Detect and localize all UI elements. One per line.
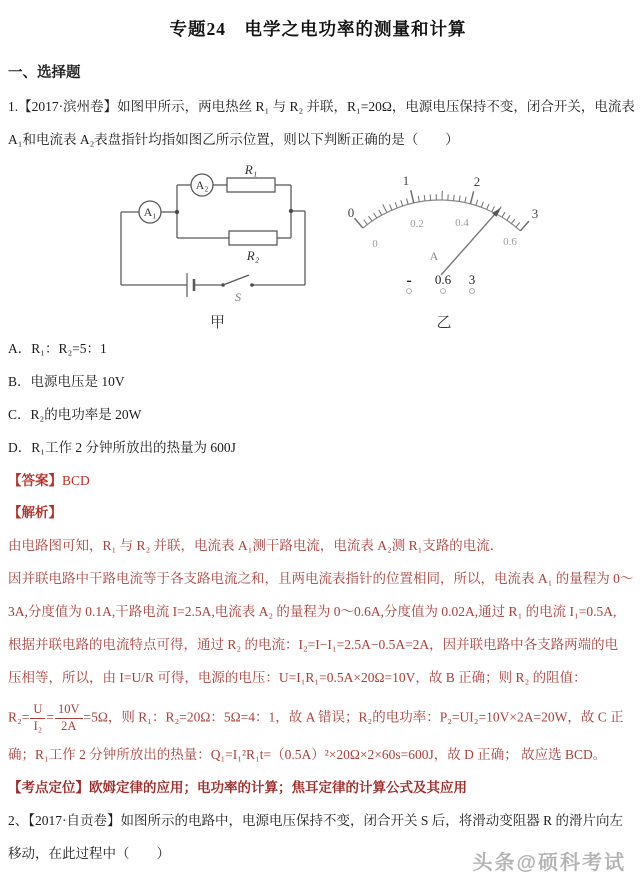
- fraction-u-over-i2: $\frac{U}{\text{I₂}}$: [30, 703, 45, 734]
- analysis-line-last: 确；R₁工作 2 分钟所放出的热量：Q₁=I₁²R₁t=（0.5A）²×20Ω×2×60s=600J，故 D 正确； 故应选 BCD。: [8, 747, 607, 763]
- terminal-3-label: 3: [468, 271, 476, 287]
- option-d: D．R₁工作 2 分钟所放出的热量为 600J: [8, 439, 236, 455]
- answer-line: [8, 473, 640, 489]
- answer-label: 【答案】: [8, 472, 62, 488]
- figure-jia-caption: 甲: [209, 314, 225, 331]
- kaodian-line: [8, 780, 640, 796]
- formula-equals: =: [46, 709, 54, 725]
- terminal-06-label: 0.6: [434, 271, 452, 287]
- option-a: A．R₁：R₂=5：1: [8, 340, 107, 356]
- page-title: 专题24 电学之电功率的测量和计算: [169, 19, 467, 39]
- question1-stem-line1: 1.【2017·滨州卷】如图甲所示，两电热丝 R₁ 与 R₂ 并联，R₁=20Ω，电源电压保持不变，闭合开关，电流表: [8, 99, 635, 114]
- analysis-line-1: 由电路图可知，R₁ 与 R₂ 并联，电流表 A₁测干路电流，电流表 A₂测 R₁支路的电流．: [8, 538, 504, 554]
- analysis-line-4: 根据并联电路的电流特点可得，通过 R₂ 的电流：I₂=I−I₁=2.5A−0.5A=2A，因并联电路中各支路两端的电: [8, 637, 619, 653]
- inner-tick-04: 0.4: [455, 216, 469, 229]
- meter-unit-label: A: [429, 248, 439, 263]
- outer-tick-0: 0: [347, 204, 355, 220]
- question2-stem-line1: 2、【2017·自贡卷】如图所示的电路中，电源电压保持不变，闭合开关 S 后，将滑动变阻器 R 的滑片向左: [8, 813, 624, 829]
- question1-figures: [8, 164, 640, 331]
- inner-tick-0: 0: [372, 237, 378, 250]
- inner-tick-02: 0.2: [410, 217, 424, 230]
- circuit-figure: [105, 165, 330, 332]
- question2-stem-line2: 移动，在此过程中（ ）: [8, 846, 170, 862]
- fraction-10v-over-2a: $\frac{10V}{2A}$: [55, 703, 83, 734]
- analysis-formula-line: [8, 703, 640, 734]
- terminal-minus-label: -: [406, 271, 412, 289]
- kaodian-label: 【考点定位】: [8, 780, 89, 796]
- toutiao-watermark: 头条@硕科考试: [472, 852, 626, 874]
- question1-stem-line2: A₁和电流表 A₂表盘指针均指如图乙所示位置，则以下判断正确的是（ ）: [8, 131, 459, 147]
- inner-tick-06: 0.6: [503, 235, 517, 248]
- resistor1-label: R₁: [244, 164, 258, 177]
- section-heading: 一、选择题: [8, 65, 81, 81]
- formula-rest: =5Ω，则 R₁：R₂=20Ω：5Ω=4：1，故 A 错误；R₂的电功率：P₂=UI₂=10V×2A=20W，故 C 正: [83, 709, 624, 725]
- outer-tick-3: 3: [531, 205, 539, 221]
- analysis-label: 【解析】: [8, 505, 62, 521]
- option-b: B．电源电压是 10V: [8, 373, 125, 389]
- outer-tick-1: 1: [402, 172, 410, 188]
- answer-value: BCD: [62, 472, 90, 488]
- switch-label: S: [235, 289, 241, 304]
- formula-lhs: R₂=: [8, 709, 30, 725]
- resistor2-label: R₂: [246, 247, 260, 263]
- ammeter-figure: [338, 165, 550, 332]
- outer-tick-2: 2: [473, 173, 481, 189]
- kaodian-text: 欧姆定律的应用；电功率的计算；焦耳定律的计算公式及其应用: [89, 780, 467, 796]
- figure-yi-caption: 乙: [436, 314, 452, 331]
- ammeter-dial-svg: [338, 165, 550, 305]
- analysis-line-5: 压相等，所以，由 I=U/R 可得，电源的电压：U=I₁R₁=0.5A×20Ω=10V，故 B 正确；则 R₂ 的阻值：: [8, 670, 587, 686]
- circuit-diagram-svg: [105, 165, 330, 305]
- ammeter1-label: A₁: [143, 204, 157, 219]
- option-c: C．R₂的电功率是 20W: [8, 406, 142, 422]
- analysis-line-2: 因并联电路中干路电流等于各支路电流之和，且两电流表指针的位置相同，所以，电流表 A₁ 的量程为 0～: [8, 571, 634, 587]
- ammeter2-label: A₂: [195, 177, 209, 192]
- analysis-line-3: 3A,分度值为 0.1A,干路电流 I=2.5A,电流表 A₂ 的量程为 0～0.6A,分度值为 0.02A,通过 R₁ 的电流 I₁=0.5A,: [8, 604, 617, 620]
